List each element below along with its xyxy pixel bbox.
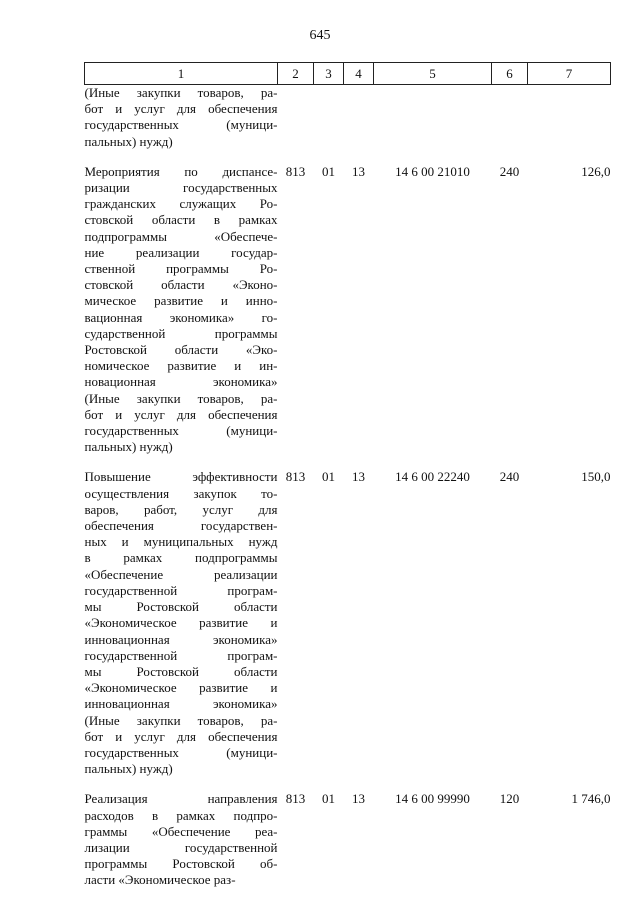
row-description [85,85,278,150]
code-gr: 813 [285,469,306,485]
description-line: граммы «Обеспечение реа- [84,823,278,839]
description-line: бот и услуг для обеспечения [84,101,278,117]
description-line: (Иные закупки товаров, ра- [84,85,278,100]
code-target-article: 14 6 00 99990 [395,791,470,807]
amount-cell: 126,0 [581,163,611,179]
code-target-article [374,85,492,150]
amount-cell: 1 746,0 [571,791,611,807]
description-line: лизации государственной [84,839,278,855]
column-header: 4 [344,63,374,85]
description-line: сударственной программы [84,325,278,341]
row-spacer [85,455,611,469]
description-line: ных и муниципальных нужд [84,534,278,550]
description-line: государственных (муници- [84,744,278,760]
description-line: мы Ростовской области [84,663,278,679]
column-header: 3 [314,63,344,85]
description-line: номическое развитие и ин- [84,358,278,374]
code-gr: 813 [285,791,306,807]
description-line: «Экономическое развитие и [84,615,278,631]
description-line: государственной програм- [84,582,278,598]
description-line: Реализация направления [84,791,278,807]
description-line: государственной програм- [84,647,278,663]
description-line: варов, работ, услуг для [84,501,278,517]
table-row [85,469,611,777]
description-line: инновационная экономика» [84,631,278,647]
row-description [85,469,278,777]
description-line: новационная экономика» [84,374,278,390]
column-header: 7 [528,63,611,85]
description-line: гражданских служащих Ро- [84,196,278,212]
description-line: стовской области «Эконо- [84,277,278,293]
code-subsection: 13 [352,163,365,179]
description-line: Повышение эффективности [84,469,278,485]
description-line: расходов в рамках подпро- [84,807,278,823]
column-header: 2 [278,63,314,85]
description-line: мы Ростовской области [84,599,278,615]
description-line: осуществления закупок то- [84,485,278,501]
code-section [314,85,344,150]
code-expense-type: 240 [499,469,520,485]
code-target-article: 14 6 00 21010 [395,163,470,179]
table-body [85,85,611,889]
description-line: мическое развитие и инно- [84,293,278,309]
row-spacer [85,777,611,791]
code-expense-type [492,85,528,150]
column-header: 1 [85,63,278,85]
description-line: ние реализации государ- [84,244,278,260]
code-gr [278,85,314,150]
table-header-row [85,63,611,85]
budget-table [84,62,611,889]
description-line: бот и услуг для обеспечения [84,406,278,422]
code-subsection [344,85,374,150]
description-line: Мероприятия по диспансе- [84,163,278,179]
description-line: ственной программы Ро- [84,261,278,277]
table-row [85,85,611,150]
amount-cell: 150,0 [581,469,611,485]
description-line: ризации государственных [84,180,278,196]
description-line: подпрограммы «Обеспече- [84,228,278,244]
row-description [85,164,278,456]
code-subsection: 13 [352,791,365,807]
description-line: программы Ростовской об- [84,856,278,872]
page-number: 645 [309,28,331,43]
table-row [85,791,611,888]
description-line: ласти «Экономическое раз- [84,872,236,888]
description-line: бот и услуг для обеспечения [84,728,278,744]
row-description [85,791,278,888]
column-header: 5 [374,63,492,85]
description-line: в рамках подпрограммы [84,550,278,566]
description-line: «Обеспечение реализации [84,566,278,582]
description-line: государственных (муници- [84,117,278,133]
description-line: пальных) нужд) [84,761,173,777]
description-line: (Иные закупки товаров, ра- [84,712,278,728]
description-line: Ростовской области «Эко- [84,342,278,358]
description-line: инновационная экономика» [84,696,278,712]
description-line: пальных) нужд) [84,133,173,149]
description-line: государственных (муници- [84,423,278,439]
code-subsection: 13 [352,469,365,485]
description-line: «Экономическое развитие и [84,680,278,696]
code-section: 01 [322,469,335,485]
amount-cell [528,85,611,150]
code-target-article: 14 6 00 22240 [395,469,470,485]
description-line: обеспечения государствен- [84,518,278,534]
code-expense-type: 240 [499,163,520,179]
code-section: 01 [322,791,335,807]
code-section: 01 [322,163,335,179]
code-expense-type: 120 [499,791,520,807]
description-line: (Иные закупки товаров, ра- [84,390,278,406]
column-header: 6 [492,63,528,85]
table-row [85,164,611,456]
code-gr: 813 [285,163,306,179]
row-spacer [85,150,611,164]
description-line: стовской области в рамках [84,212,278,228]
description-line: пальных) нужд) [84,439,173,455]
description-line: вационная экономика» го- [84,309,278,325]
